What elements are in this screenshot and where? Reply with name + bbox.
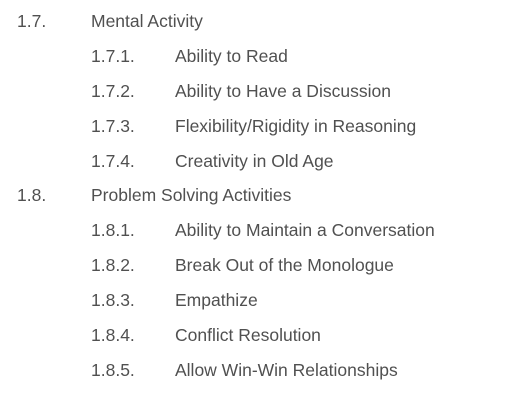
subsection-item xyxy=(0,283,515,318)
section-title: Mental Activity xyxy=(91,11,203,31)
subsection-number: 1.8.4. xyxy=(91,325,135,346)
subsection-number: 1.7.2. xyxy=(91,80,135,101)
section-item xyxy=(0,4,515,39)
subsection-item xyxy=(0,353,515,388)
subsection-number: 1.7.3. xyxy=(91,115,135,136)
subsection-item xyxy=(0,318,515,353)
subsection-title: Ability to Maintain a Conversation xyxy=(175,220,435,241)
subsection-number: 1.8.1. xyxy=(91,220,135,241)
subsection-title: Conflict Resolution xyxy=(175,325,321,346)
subsection-item xyxy=(0,213,515,248)
subsection-title: Break Out of the Monologue xyxy=(175,255,394,276)
subsection-title: Allow Win-Win Relationships xyxy=(175,359,398,380)
subsection-item xyxy=(0,39,515,74)
subsection-title: Flexibility/Rigidity in Reasoning xyxy=(175,115,417,136)
subsection-item xyxy=(0,248,515,283)
subsection-item xyxy=(0,109,515,144)
subsection-title: Creativity in Old Age xyxy=(175,150,334,171)
section-title: Problem Solving Activities xyxy=(91,185,292,206)
subsection-item xyxy=(0,74,515,109)
subsection-title: Ability to Read xyxy=(175,45,288,66)
section-number: 1.7. xyxy=(17,11,47,31)
subsection-number: 1.8.2. xyxy=(91,255,135,276)
subsection-number: 1.7.1. xyxy=(91,45,135,66)
subsection-item xyxy=(0,144,515,179)
subsection-title: Ability to Have a Discussion xyxy=(175,80,391,101)
subsection-number: 1.7.4. xyxy=(91,150,135,171)
section-number: 1.8. xyxy=(17,185,47,206)
section-item xyxy=(0,178,515,213)
table-of-contents xyxy=(0,4,515,388)
subsection-title: Empathize xyxy=(175,290,258,311)
subsection-number: 1.8.5. xyxy=(91,359,135,380)
subsection-number: 1.8.3. xyxy=(91,290,135,311)
